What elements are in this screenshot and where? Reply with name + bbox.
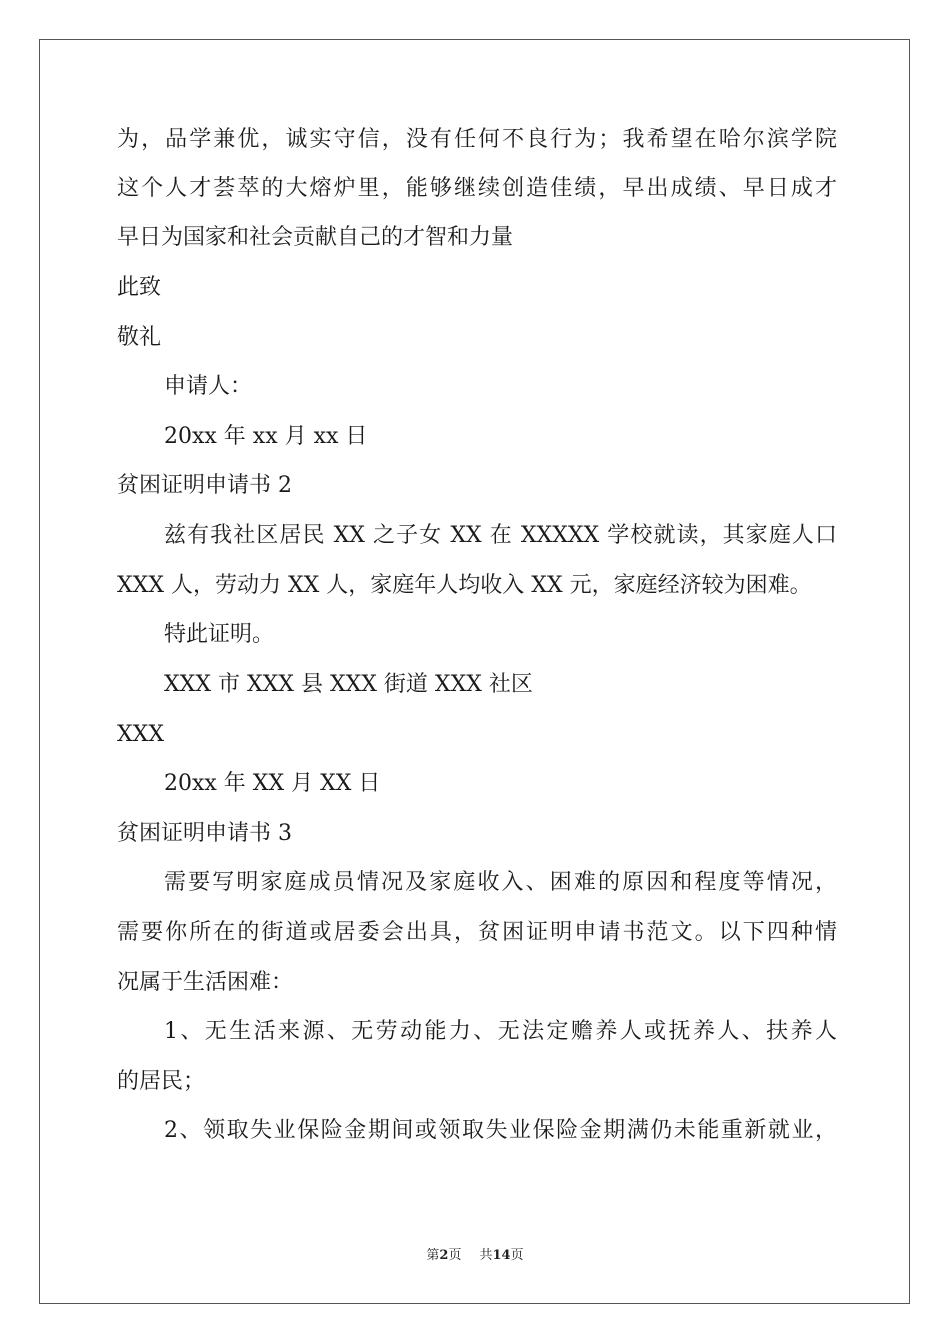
total-pages-number: 14 xyxy=(492,1248,511,1263)
page-suffix: 页 xyxy=(448,1248,462,1263)
section-heading: 贫困证明申请书 3 xyxy=(117,821,292,846)
list-item: 1、无生活来源、无劳动能力、无法定赡养人或抚养人、扶养人 xyxy=(164,1019,837,1044)
issuer-address: XXX 市 XXX 县 XXX 街道 XXX 社区 xyxy=(164,672,533,697)
closing-salutation: 此致 xyxy=(117,275,162,300)
paragraph-line: 这个人才荟萃的大熔炉里，能够继续创造佳绩，早出成绩、早日成才 xyxy=(117,176,837,201)
page-footer xyxy=(0,1247,950,1265)
total-prefix: 共 xyxy=(479,1248,493,1263)
application-date: 20xx 年 xx 月 xx 日 xyxy=(164,424,368,449)
paragraph-line: 早日为国家和社会贡献自己的才智和力量 xyxy=(117,225,514,250)
certification-statement: 特此证明。 xyxy=(164,622,275,647)
paragraph-line: XXX 人，劳动力 XX 人，家庭年人均收入 XX 元，家庭经济较为困难。 xyxy=(117,573,812,598)
section-heading: 贫困证明申请书 2 xyxy=(117,473,292,498)
total-suffix: 页 xyxy=(510,1248,524,1263)
applicant-label: 申请人： xyxy=(164,374,253,399)
paragraph-line: 况属于生活困难： xyxy=(117,970,294,995)
paragraph-line: 为，品学兼优，诚实守信，没有任何不良行为；我希望在哈尔滨学院 xyxy=(117,127,837,152)
paragraph-line: 需要写明家庭成员情况及家庭收入、困难的原因和程度等情况， xyxy=(164,870,837,895)
page-prefix: 第 xyxy=(426,1248,440,1263)
closing-regards: 敬礼 xyxy=(117,325,162,350)
paragraph-line: 兹有我社区居民 XX 之子女 XX 在 XXXXX 学校就读，其家庭人口 xyxy=(164,523,837,548)
current-page-number: 2 xyxy=(439,1248,449,1263)
list-item: 2、领取失业保险金期间或领取失业保险金期满仍未能重新就业， xyxy=(164,1118,837,1143)
certificate-date: 20xx 年 XX 月 XX 日 xyxy=(164,771,381,796)
list-item-continuation: 的居民； xyxy=(117,1069,206,1094)
paragraph-line: 需要你所在的街道或居委会出具，贫困证明申请书范文。以下四种情 xyxy=(117,920,837,945)
issuer-name: XXX xyxy=(117,722,164,747)
